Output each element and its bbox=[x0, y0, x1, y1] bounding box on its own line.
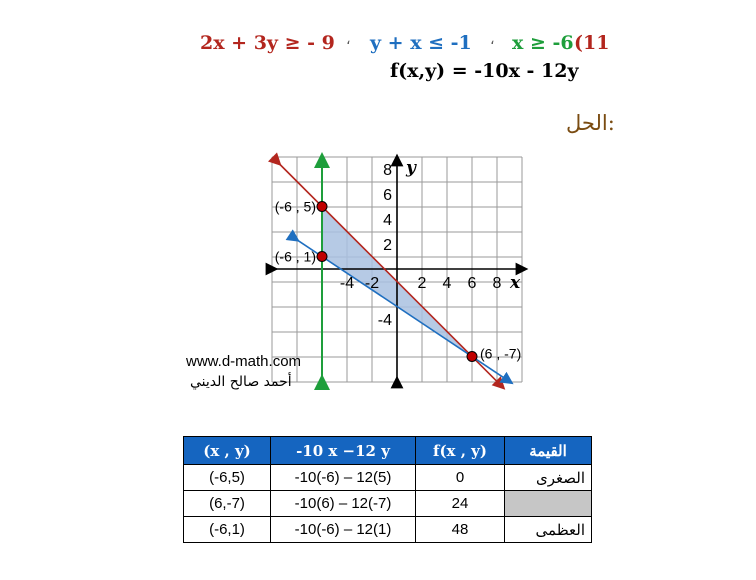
cell-point: (-6,1) bbox=[184, 517, 271, 543]
vertex-point bbox=[317, 252, 327, 262]
tick-labels bbox=[340, 162, 502, 329]
watermark-site: www.d-math.com bbox=[186, 353, 302, 370]
vertex-point bbox=[317, 202, 327, 212]
vertex-label: (-6 , 1) bbox=[274, 248, 316, 265]
constraint-y-plus-x: y + x ≤ -1 bbox=[370, 32, 472, 54]
table-row bbox=[184, 465, 592, 491]
separator: ، bbox=[346, 32, 351, 48]
header-label: القيمة bbox=[505, 437, 592, 465]
y-axis-label: y bbox=[406, 158, 416, 178]
cell-label: الصغرى bbox=[505, 465, 592, 491]
solution-label: الحل: bbox=[566, 111, 615, 135]
cell-value: 0 bbox=[416, 465, 505, 491]
cell-value: 24 bbox=[416, 491, 505, 517]
x-tick-label: -2 bbox=[364, 275, 380, 292]
vertex-evaluation-table bbox=[183, 436, 592, 543]
question-number: (11 bbox=[574, 32, 610, 54]
cell-label: العظمى bbox=[505, 517, 592, 543]
objective-function: f(x,y) = -10x - 12y bbox=[390, 60, 579, 82]
cell-expression: -10(-6) – 12(5) bbox=[271, 465, 416, 491]
table-row bbox=[184, 517, 592, 543]
x-axis-label: x bbox=[510, 273, 521, 293]
cell-expression: -10(6) – 12(-7) bbox=[271, 491, 416, 517]
constraint-x-ge: x ≥ -6 bbox=[512, 32, 574, 54]
cell-value: 48 bbox=[416, 517, 505, 543]
cell-point: (6,-7) bbox=[184, 491, 271, 517]
x-tick-label: 6 bbox=[467, 275, 477, 292]
separator: ، bbox=[490, 32, 495, 48]
vertex-label: (-6 , 5) bbox=[274, 198, 316, 215]
table-row bbox=[184, 491, 592, 517]
y-tick-label: 6 bbox=[383, 187, 392, 204]
cell-point: (-6,5) bbox=[184, 465, 271, 491]
y-tick-label: 4 bbox=[383, 212, 392, 229]
table-header-row bbox=[184, 437, 592, 465]
cell-label-empty bbox=[505, 491, 592, 517]
y-tick-label: -4 bbox=[377, 312, 392, 329]
vertices bbox=[275, 199, 521, 362]
constraint-2x-3y: 2x + 3y ≥ - 9 bbox=[200, 32, 335, 54]
x-tick-label: 2 bbox=[417, 275, 427, 292]
header-f-value: f(x , y) bbox=[416, 437, 505, 465]
y-tick-label: 8 bbox=[383, 162, 392, 179]
vertex-point bbox=[467, 352, 477, 362]
x-tick-label: 8 bbox=[492, 275, 502, 292]
vertex-label: (6 , -7) bbox=[480, 345, 522, 362]
header-point: (x , y) bbox=[184, 437, 271, 465]
header-expression: -10 x −12 y bbox=[271, 437, 416, 465]
watermark-author: أحمد صالح الديني bbox=[190, 374, 292, 390]
x-tick-label: 4 bbox=[442, 275, 452, 292]
y-tick-label: 2 bbox=[383, 237, 392, 254]
cell-expression: -10(-6) – 12(1) bbox=[271, 517, 416, 543]
x-tick-label: -4 bbox=[339, 275, 355, 292]
